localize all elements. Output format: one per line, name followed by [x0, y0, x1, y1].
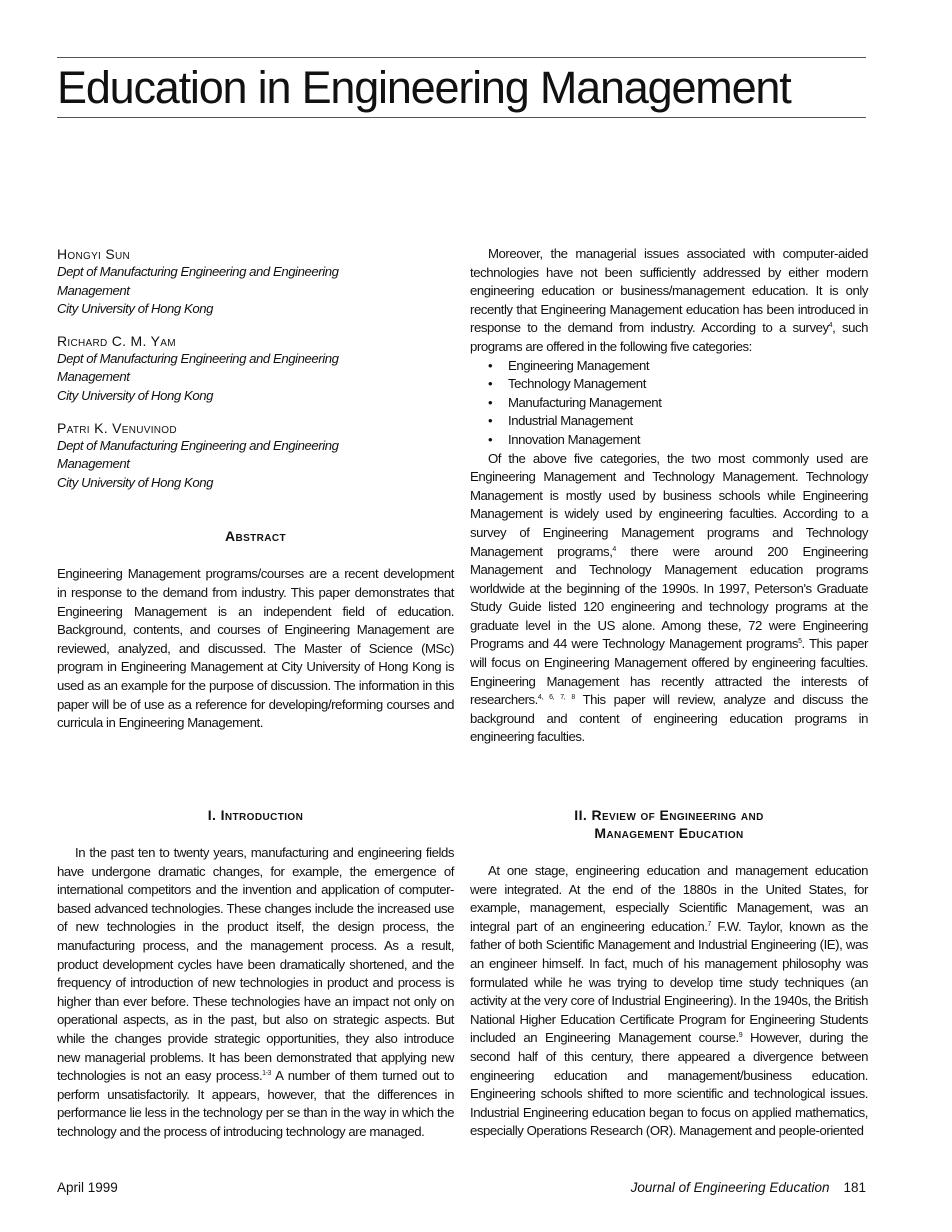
author-block	[57, 332, 454, 406]
journal-name: Journal of Engineering Education	[630, 1180, 830, 1195]
intro-section	[57, 806, 454, 1142]
abstract-heading: Abstract	[224, 528, 287, 545]
heading-line: Management Education	[594, 825, 744, 841]
title-rule	[57, 117, 866, 118]
body-paragraph	[470, 450, 868, 748]
text-run: . This paper will focus on Engineering Management offered by engineering faculties. Engineering Management has recently attracted the interests of researchers.	[470, 636, 868, 708]
author-affiliation: Dept of Manufacturing Engineering and Engineering Management	[57, 437, 339, 472]
text-run: In the past ten to twenty years, manufacturing and engineering fields have undergone dramatic changes, for example, the emergence of international competitors and the invention and application of computer-based advanced technologies. These changes include the increased use of new technologies in the product itself, the design process, the manufacturing process, and the management process. As a result, product development cycles have been dramatically shortened, and the frequency of introduction of new technologies in product and process is higher than ever before. These technologies have an impact not only on operational aspects, as in the past, but also on strategic aspects. But while the changes provide strategic opportunities, they also introduce new managerial problems. It has been demonstrated that applying new technologies is not an easy process.	[57, 845, 454, 1084]
author-block	[57, 419, 454, 493]
list-item: • Technology Management	[508, 375, 868, 394]
intro-paragraph	[57, 844, 454, 1142]
list-item: • Industrial Management	[508, 412, 868, 431]
citation: 5	[798, 638, 802, 646]
author-name: Patri K. Venuvinod	[57, 419, 177, 436]
text-run: At one stage, engineering education and management education were integrated. At the end of the 1880s in the United States, for example, management, especially Scientific Management, was an integral part of an engineering education.	[470, 863, 868, 934]
review-heading	[470, 806, 868, 842]
page-title: Education in Engineering Management	[57, 62, 791, 113]
author-institution: City University of Hong Kong	[57, 387, 213, 403]
text-run: Of the above five categories, the two most commonly used are Engineering Management and Technology Management. Technology Management is mostly used by business schools while Engineering Management is widely used by engineering faculties. According to a survey of Engineering Management programs and Technology Management programs,	[470, 450, 868, 559]
author-institution: City University of Hong Kong	[57, 474, 213, 490]
text-run: A number of them turned out to perform unsatisfactorily. It appears, however, that the differences in performance lie less in the technology per se than in the way in which the technology and the process of introducing technology are managed.	[57, 1068, 454, 1139]
page-number: 181	[843, 1180, 866, 1195]
citation: 4	[828, 322, 833, 330]
footer-date: April 1999	[57, 1180, 118, 1195]
text-run: This paper will review, analyze and discuss the background and content of engineering education programs in engineering faculties.	[470, 692, 868, 745]
right-column	[470, 245, 868, 747]
author-name: Richard C. M. Yam	[57, 332, 176, 349]
body-paragraph	[470, 245, 868, 357]
citation: 1-3	[262, 1070, 271, 1078]
author-institution: City University of Hong Kong	[57, 301, 213, 317]
footer-journal	[631, 1180, 866, 1195]
author-affiliation: Dept of Manufacturing Engineering and Engineering Management	[57, 350, 339, 385]
citation: 9	[738, 1032, 743, 1040]
author-block	[57, 245, 454, 319]
list-item: • Engineering Management	[508, 357, 868, 376]
heading-line: II. Review of Engineering and	[574, 807, 764, 823]
author-affiliation: Dept of Manufacturing Engineering and Engineering Management	[57, 264, 339, 298]
text-run: However, during the second half of this century, there appeared a divergence between engineering education and management/business education. Engineering schools shifted to more scientific and technological issues. Industrial Engineering education began to focus on applied mathematics, especially Operations Research (OR). Management and people-oriented	[470, 1030, 868, 1139]
text-run: F.W. Taylor, known as the father of both Scientific Management and Industrial Engineering (IE), was an engineer himself. In fact, much of his management philosophy was formulated while he was trying to develop time study techniques (an activity at the very core of Industrial Engineering). In the 1940s, the British National Higher Education Certificate Program for Engineering Students included an Engineering Management course.	[470, 918, 868, 1046]
author-name: Hongyi Sun	[57, 246, 131, 262]
intro-heading: I. Introduction	[207, 807, 304, 823]
left-column	[57, 245, 454, 733]
review-section	[470, 806, 868, 1141]
text-run: there were around 200 Engineering Management and Technology Management education programs worldwide at the beginning of the 1990s. In 1997, Peterson's Graduate Study Guide listed 120 engineering and technology programs at the graduate level in the US alone. Among these, 72 were Engineering Programs and 44 were Technology Management programs	[470, 543, 868, 652]
text-run: , such programs are offered in the following five categories:	[470, 320, 868, 354]
list-item: • Innovation Management	[508, 431, 868, 450]
review-paragraph	[470, 862, 868, 1141]
list-item: • Manufacturing Management	[508, 394, 868, 413]
citation: 7	[707, 920, 711, 928]
abstract-text: Engineering Management programs/courses are a recent development in response to the demand from industry. This paper demonstrates that Engineering Management is an independent field of education. Background, contents, and courses of Engineering Management are reviewed, analyzed, and discussed. The Master of Science (MSc) program in Engineering Management at City University of Hong Kong is used as an example for the purpose of discussion. The information in this paper will be of use as a reference for developing/reforming courses and curricula in Engineering Management.	[57, 566, 454, 731]
citation: 4, 6, 7, 8	[537, 694, 575, 702]
text-run: Moreover, the managerial issues associated with computer-aided technologies have not been sufficiently addressed by either modern engineering education or business/management education. It is only recently that Engineering Management education has been introduced in response to the demand from industry. According to a survey	[470, 246, 868, 336]
category-list	[470, 357, 868, 450]
top-rule	[57, 57, 866, 58]
citation: 4	[612, 545, 616, 553]
